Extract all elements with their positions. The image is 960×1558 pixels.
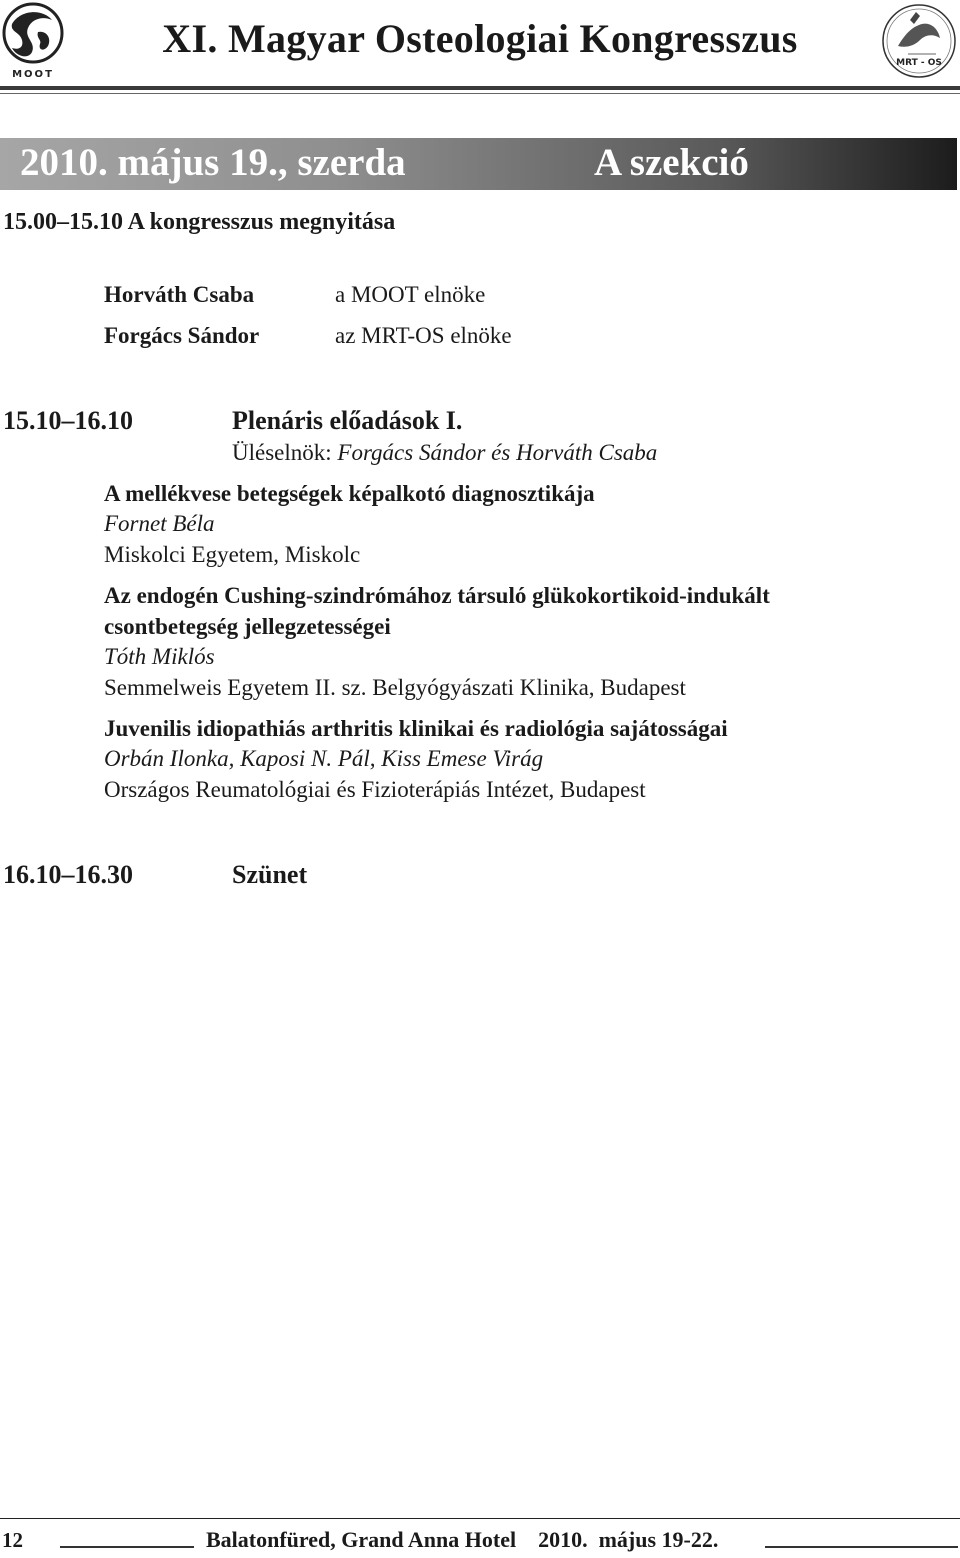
footer-venue-date: Balatonfüred, Grand Anna Hotel 2010. május 19-22.: [206, 1527, 719, 1552]
talk-authors: Tóth Miklós: [104, 644, 215, 669]
talk-title: Az endogén Cushing-szindrómához társuló glükokortikoid-indukált: [104, 583, 770, 608]
page-number: 12: [2, 1528, 23, 1552]
chair-label: Üléselnök:: [232, 440, 332, 465]
talk-title: Juvenilis idiopathiás arthritis klinikai és radiológia sajátosságai: [104, 716, 728, 741]
section-label: A szekció: [594, 141, 749, 184]
opening-session-title: 15.00–15.10 A kongresszus megnyitása: [3, 209, 396, 235]
svg-text:MOOT: MOOT: [12, 69, 54, 80]
header-rule: [0, 86, 960, 90]
opening-person-role: a MOOT elnöke: [335, 282, 486, 307]
footer-line-left: [60, 1546, 194, 1548]
talk-title-continued: csontbetegség jellegzetességei: [104, 614, 391, 639]
break-title: Szünet: [232, 860, 308, 889]
svg-text:MRT - OS: MRT - OS: [896, 58, 942, 68]
session-chairs: [232, 438, 657, 468]
talk-authors: Orbán Ilonka, Kaposi N. Pál, Kiss Emese Virág: [104, 746, 544, 771]
header-rule-thin: [0, 93, 960, 94]
footer-line-right: [765, 1546, 958, 1548]
congress-title: XI. Magyar Osteologiai Kongresszus: [162, 16, 798, 61]
day-date: 2010. május 19., szerda: [20, 141, 406, 184]
talk-affiliation: Semmelweis Egyetem II. sz. Belgyógyászati Klinika, Budapest: [104, 675, 686, 700]
opening-person-role: az MRT-OS elnöke: [335, 323, 512, 348]
mrt-os-logo: [880, 2, 958, 80]
opening-person-name: Horváth Csaba: [104, 282, 255, 307]
talk-affiliation: Miskolci Egyetem, Miskolc: [104, 542, 361, 567]
talk-title: A mellékvese betegségek képalkotó diagnosztikája: [104, 481, 595, 506]
chair-names: Forgács Sándor és Horváth Csaba: [337, 440, 658, 465]
plenary-title: Plenáris előadások I.: [232, 406, 463, 435]
footer-rule: [0, 1518, 960, 1519]
talk-affiliation: Országos Reumatológiai és Fizioterápiás Intézet, Budapest: [104, 777, 646, 802]
plenary-time: 15.10–16.10: [3, 406, 133, 435]
talk-authors: Fornet Béla: [104, 511, 215, 536]
break-time: 16.10–16.30: [3, 860, 133, 889]
opening-person-name: Forgács Sándor: [104, 323, 260, 348]
